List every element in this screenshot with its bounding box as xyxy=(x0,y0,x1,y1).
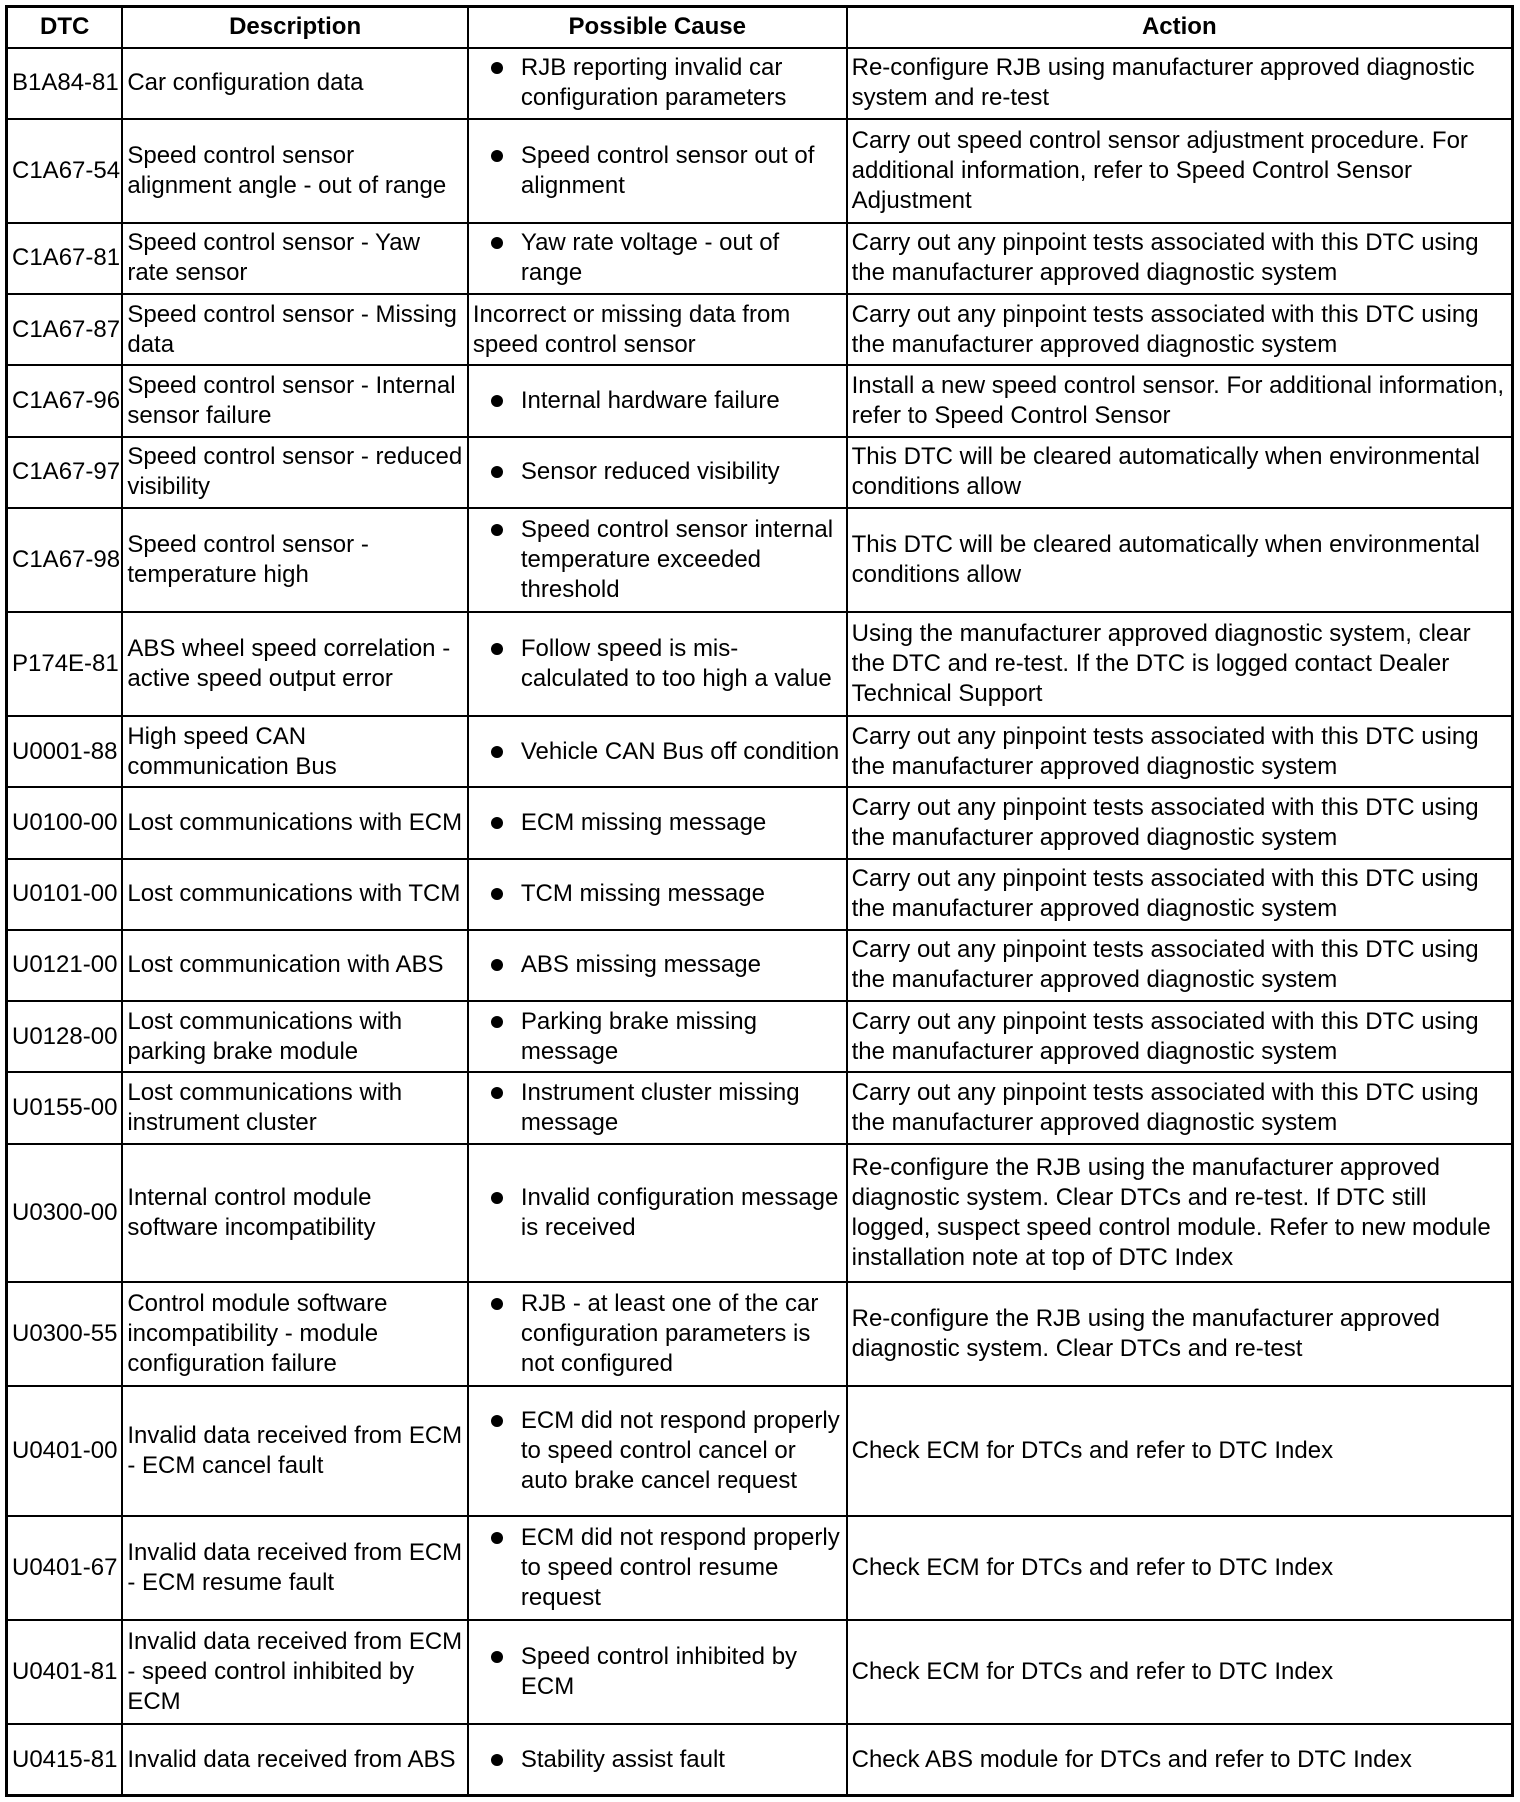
cause-text: ECM did not respond properly to speed control resume request xyxy=(520,1523,840,1611)
bullet-icon xyxy=(491,746,503,758)
possible-cause xyxy=(468,223,847,294)
dtc-description: Lost communication with ABS xyxy=(122,930,468,1001)
dtc-code: U0155-00 xyxy=(7,1072,123,1143)
action: Using the manufacturer approved diagnostic system, clear the DTC and re-test. If the DTC is logged contact Dealer Technical Support xyxy=(847,612,1513,716)
bullet-icon xyxy=(491,1298,503,1310)
dtc-description: ABS wheel speed correlation - active speed output error xyxy=(122,612,468,716)
table-row xyxy=(7,612,1513,716)
cause-bullet-item xyxy=(473,737,842,767)
possible-cause xyxy=(468,612,847,716)
dtc-description: Invalid data received from ABS xyxy=(122,1724,468,1795)
dtc-description: Car configuration data xyxy=(122,48,468,119)
action: Re-configure RJB using manufacturer approved diagnostic system and re-test xyxy=(847,48,1513,119)
dtc-code: C1A67-97 xyxy=(7,437,123,508)
dtc-description: Lost communications with instrument cluster xyxy=(122,1072,468,1143)
dtc-code: B1A84-81 xyxy=(7,48,123,119)
bullet-icon xyxy=(491,1532,503,1544)
action: Carry out any pinpoint tests associated with this DTC using the manufacturer approved diagnostic system xyxy=(847,930,1513,1001)
possible-cause xyxy=(468,1620,847,1724)
cause-bullet-item xyxy=(473,228,842,288)
bullet-icon xyxy=(491,150,503,162)
action: Install a new speed control sensor. For additional information, refer to Speed Control Sensor xyxy=(847,365,1513,436)
bullet-icon xyxy=(491,237,503,249)
action: This DTC will be cleared automatically when environmental conditions allow xyxy=(847,508,1513,612)
possible-cause xyxy=(468,119,847,223)
table-body xyxy=(7,48,1513,1796)
dtc-code: U0300-55 xyxy=(7,1282,123,1386)
cause-text: RJB reporting invalid car configuration parameters xyxy=(520,54,787,112)
possible-cause: Incorrect or missing data from speed control sensor xyxy=(468,294,847,365)
possible-cause xyxy=(468,48,847,119)
dtc-table xyxy=(5,5,1514,1797)
dtc-description: Lost communications with ECM xyxy=(122,787,468,858)
possible-cause xyxy=(468,859,847,930)
action: This DTC will be cleared automatically when environmental conditions allow xyxy=(847,437,1513,508)
header-action: Action xyxy=(847,7,1513,48)
action: Re-configure the RJB using the manufacturer approved diagnostic system. Clear DTCs and re-test xyxy=(847,1282,1513,1386)
cause-bullet-item xyxy=(473,1523,842,1613)
dtc-description: Speed control sensor alignment angle - out of range xyxy=(122,119,468,223)
bullet-icon xyxy=(491,888,503,900)
possible-cause xyxy=(468,1386,847,1516)
bullet-icon xyxy=(491,524,503,536)
action: Check ECM for DTCs and refer to DTC Index xyxy=(847,1620,1513,1724)
possible-cause xyxy=(468,787,847,858)
dtc-description: Speed control sensor - reduced visibility xyxy=(122,437,468,508)
action: Carry out any pinpoint tests associated with this DTC using the manufacturer approved diagnostic system xyxy=(847,716,1513,787)
action: Carry out any pinpoint tests associated with this DTC using the manufacturer approved diagnostic system xyxy=(847,223,1513,294)
cause-bullet-item xyxy=(473,634,842,694)
cause-text: Speed control inhibited by ECM xyxy=(520,1642,798,1700)
possible-cause xyxy=(468,1001,847,1072)
dtc-description: Lost communications with TCM xyxy=(122,859,468,930)
cause-bullet-item xyxy=(473,141,842,201)
table-row xyxy=(7,716,1513,787)
cause-text: Parking brake missing message xyxy=(520,1007,757,1065)
cause-bullet-item xyxy=(473,53,842,113)
dtc-description: Speed control sensor - temperature high xyxy=(122,508,468,612)
dtc-code: C1A67-96 xyxy=(7,365,123,436)
dtc-description: Speed control sensor - Yaw rate sensor xyxy=(122,223,468,294)
table-row xyxy=(7,1386,1513,1516)
cause-bullet-item xyxy=(473,879,842,909)
cause-bullet-item xyxy=(473,515,842,605)
cause-bullet-item xyxy=(473,1745,842,1775)
bullet-icon xyxy=(491,1087,503,1099)
cause-text: Speed control sensor internal temperature exceeded threshold xyxy=(520,515,834,603)
table-row xyxy=(7,223,1513,294)
possible-cause xyxy=(468,508,847,612)
action: Check ECM for DTCs and refer to DTC Index xyxy=(847,1516,1513,1620)
table-row xyxy=(7,1144,1513,1282)
cause-bullet-item xyxy=(473,457,842,487)
action: Carry out any pinpoint tests associated with this DTC using the manufacturer approved diagnostic system xyxy=(847,1001,1513,1072)
cause-text: ECM missing message xyxy=(520,808,767,836)
possible-cause xyxy=(468,1282,847,1386)
dtc-code: C1A67-81 xyxy=(7,223,123,294)
cause-bullet-item xyxy=(473,1078,842,1138)
possible-cause xyxy=(468,365,847,436)
dtc-description: Invalid data received from ECM - ECM cancel fault xyxy=(122,1386,468,1516)
dtc-code: U0128-00 xyxy=(7,1001,123,1072)
action: Check ECM for DTCs and refer to DTC Index xyxy=(847,1386,1513,1516)
table-row xyxy=(7,437,1513,508)
dtc-description: Internal control module software incompatibility xyxy=(122,1144,468,1282)
dtc-code: U0100-00 xyxy=(7,787,123,858)
cause-bullet-item xyxy=(473,1289,842,1379)
bullet-icon xyxy=(491,817,503,829)
cause-text: RJB - at least one of the car configuration parameters is not configured xyxy=(520,1289,819,1377)
bullet-icon xyxy=(491,959,503,971)
dtc-code: C1A67-87 xyxy=(7,294,123,365)
bullet-icon xyxy=(491,62,503,74)
dtc-code: U0001-88 xyxy=(7,716,123,787)
dtc-description: Lost communications with parking brake module xyxy=(122,1001,468,1072)
cause-text: Yaw rate voltage - out of range xyxy=(520,229,780,287)
table-row xyxy=(7,1282,1513,1386)
dtc-code: C1A67-54 xyxy=(7,119,123,223)
cause-bullet-item xyxy=(473,1183,842,1243)
bullet-icon xyxy=(491,643,503,655)
dtc-description: Speed control sensor - Missing data xyxy=(122,294,468,365)
dtc-code: U0300-00 xyxy=(7,1144,123,1282)
table-row xyxy=(7,294,1513,365)
dtc-code: C1A67-98 xyxy=(7,508,123,612)
possible-cause xyxy=(468,437,847,508)
cause-bullet-item xyxy=(473,1007,842,1067)
action: Carry out speed control sensor adjustment procedure. For additional information, refer to Speed Control Sensor Adjustment xyxy=(847,119,1513,223)
possible-cause xyxy=(468,1516,847,1620)
dtc-description: Invalid data received from ECM - speed control inhibited by ECM xyxy=(122,1620,468,1724)
table-row xyxy=(7,508,1513,612)
dtc-code: U0121-00 xyxy=(7,930,123,1001)
cause-bullet-item xyxy=(473,808,842,838)
bullet-icon xyxy=(491,1754,503,1766)
action: Carry out any pinpoint tests associated with this DTC using the manufacturer approved diagnostic system xyxy=(847,1072,1513,1143)
dtc-code: U0401-81 xyxy=(7,1620,123,1724)
cause-text: Vehicle CAN Bus off condition xyxy=(520,737,840,765)
dtc-code: U0415-81 xyxy=(7,1724,123,1795)
cause-text: Internal hardware failure xyxy=(520,387,780,414)
dtc-description: Control module software incompatibility - module configuration failure xyxy=(122,1282,468,1386)
table-row xyxy=(7,119,1513,223)
table-row xyxy=(7,48,1513,119)
table-row xyxy=(7,365,1513,436)
header-description: Description xyxy=(122,7,468,48)
table-row xyxy=(7,1516,1513,1620)
cause-text: Instrument cluster missing message xyxy=(520,1079,800,1137)
table-row xyxy=(7,859,1513,930)
cause-text: Speed control sensor out of alignment xyxy=(520,141,815,199)
table-row xyxy=(7,1620,1513,1724)
cause-text: Stability assist fault xyxy=(520,1745,725,1773)
possible-cause xyxy=(468,1072,847,1143)
action: Carry out any pinpoint tests associated with this DTC using the manufacturer approved diagnostic system xyxy=(847,859,1513,930)
dtc-code: U0401-67 xyxy=(7,1516,123,1620)
table-header xyxy=(7,7,1513,48)
dtc-description: Invalid data received from ECM - ECM resume fault xyxy=(122,1516,468,1620)
cause-text: Follow speed is mis-calculated to too high a value xyxy=(520,635,832,693)
bullet-icon xyxy=(491,395,503,407)
header-dtc: DTC xyxy=(7,7,123,48)
dtc-code: P174E-81 xyxy=(7,612,123,716)
possible-cause xyxy=(468,930,847,1001)
header-row xyxy=(7,7,1513,48)
table-row xyxy=(7,1072,1513,1143)
cause-text: ABS missing message xyxy=(520,951,761,979)
bullet-icon xyxy=(491,1651,503,1663)
bullet-icon xyxy=(491,1415,503,1427)
table-row xyxy=(7,930,1513,1001)
cause-bullet-item xyxy=(473,950,842,980)
header-cause: Possible Cause xyxy=(468,7,847,48)
dtc-code: U0101-00 xyxy=(7,859,123,930)
bullet-icon xyxy=(491,1016,503,1028)
action: Re-configure the RJB using the manufacturer approved diagnostic system. Clear DTCs and re-test. If DTC still logged, suspect speed control module. Refer to new module installation note at top of DTC Index xyxy=(847,1144,1513,1282)
table-row xyxy=(7,787,1513,858)
cause-text: TCM missing message xyxy=(520,880,765,908)
cause-text: Sensor reduced visibility xyxy=(520,458,780,486)
action: Carry out any pinpoint tests associated with this DTC using the manufacturer approved diagnostic system xyxy=(847,294,1513,365)
action: Carry out any pinpoint tests associated with this DTC using the manufacturer approved diagnostic system xyxy=(847,787,1513,858)
cause-bullet-item xyxy=(473,1406,842,1496)
cause-text: Invalid configuration message is received xyxy=(520,1183,839,1241)
bullet-icon xyxy=(491,1192,503,1204)
possible-cause xyxy=(468,716,847,787)
action: Check ABS module for DTCs and refer to DTC Index xyxy=(847,1724,1513,1795)
dtc-description: High speed CAN communication Bus xyxy=(122,716,468,787)
bullet-icon xyxy=(491,466,503,478)
cause-text: ECM did not respond properly to speed control cancel or auto brake cancel request xyxy=(520,1406,840,1494)
possible-cause xyxy=(468,1724,847,1795)
table-row xyxy=(7,1001,1513,1072)
dtc-code: U0401-00 xyxy=(7,1386,123,1516)
possible-cause xyxy=(468,1144,847,1282)
dtc-description: Speed control sensor - Internal sensor failure xyxy=(122,365,468,436)
cause-bullet-item xyxy=(473,1642,842,1702)
table-row xyxy=(7,1724,1513,1795)
cause-bullet-item xyxy=(473,386,842,416)
